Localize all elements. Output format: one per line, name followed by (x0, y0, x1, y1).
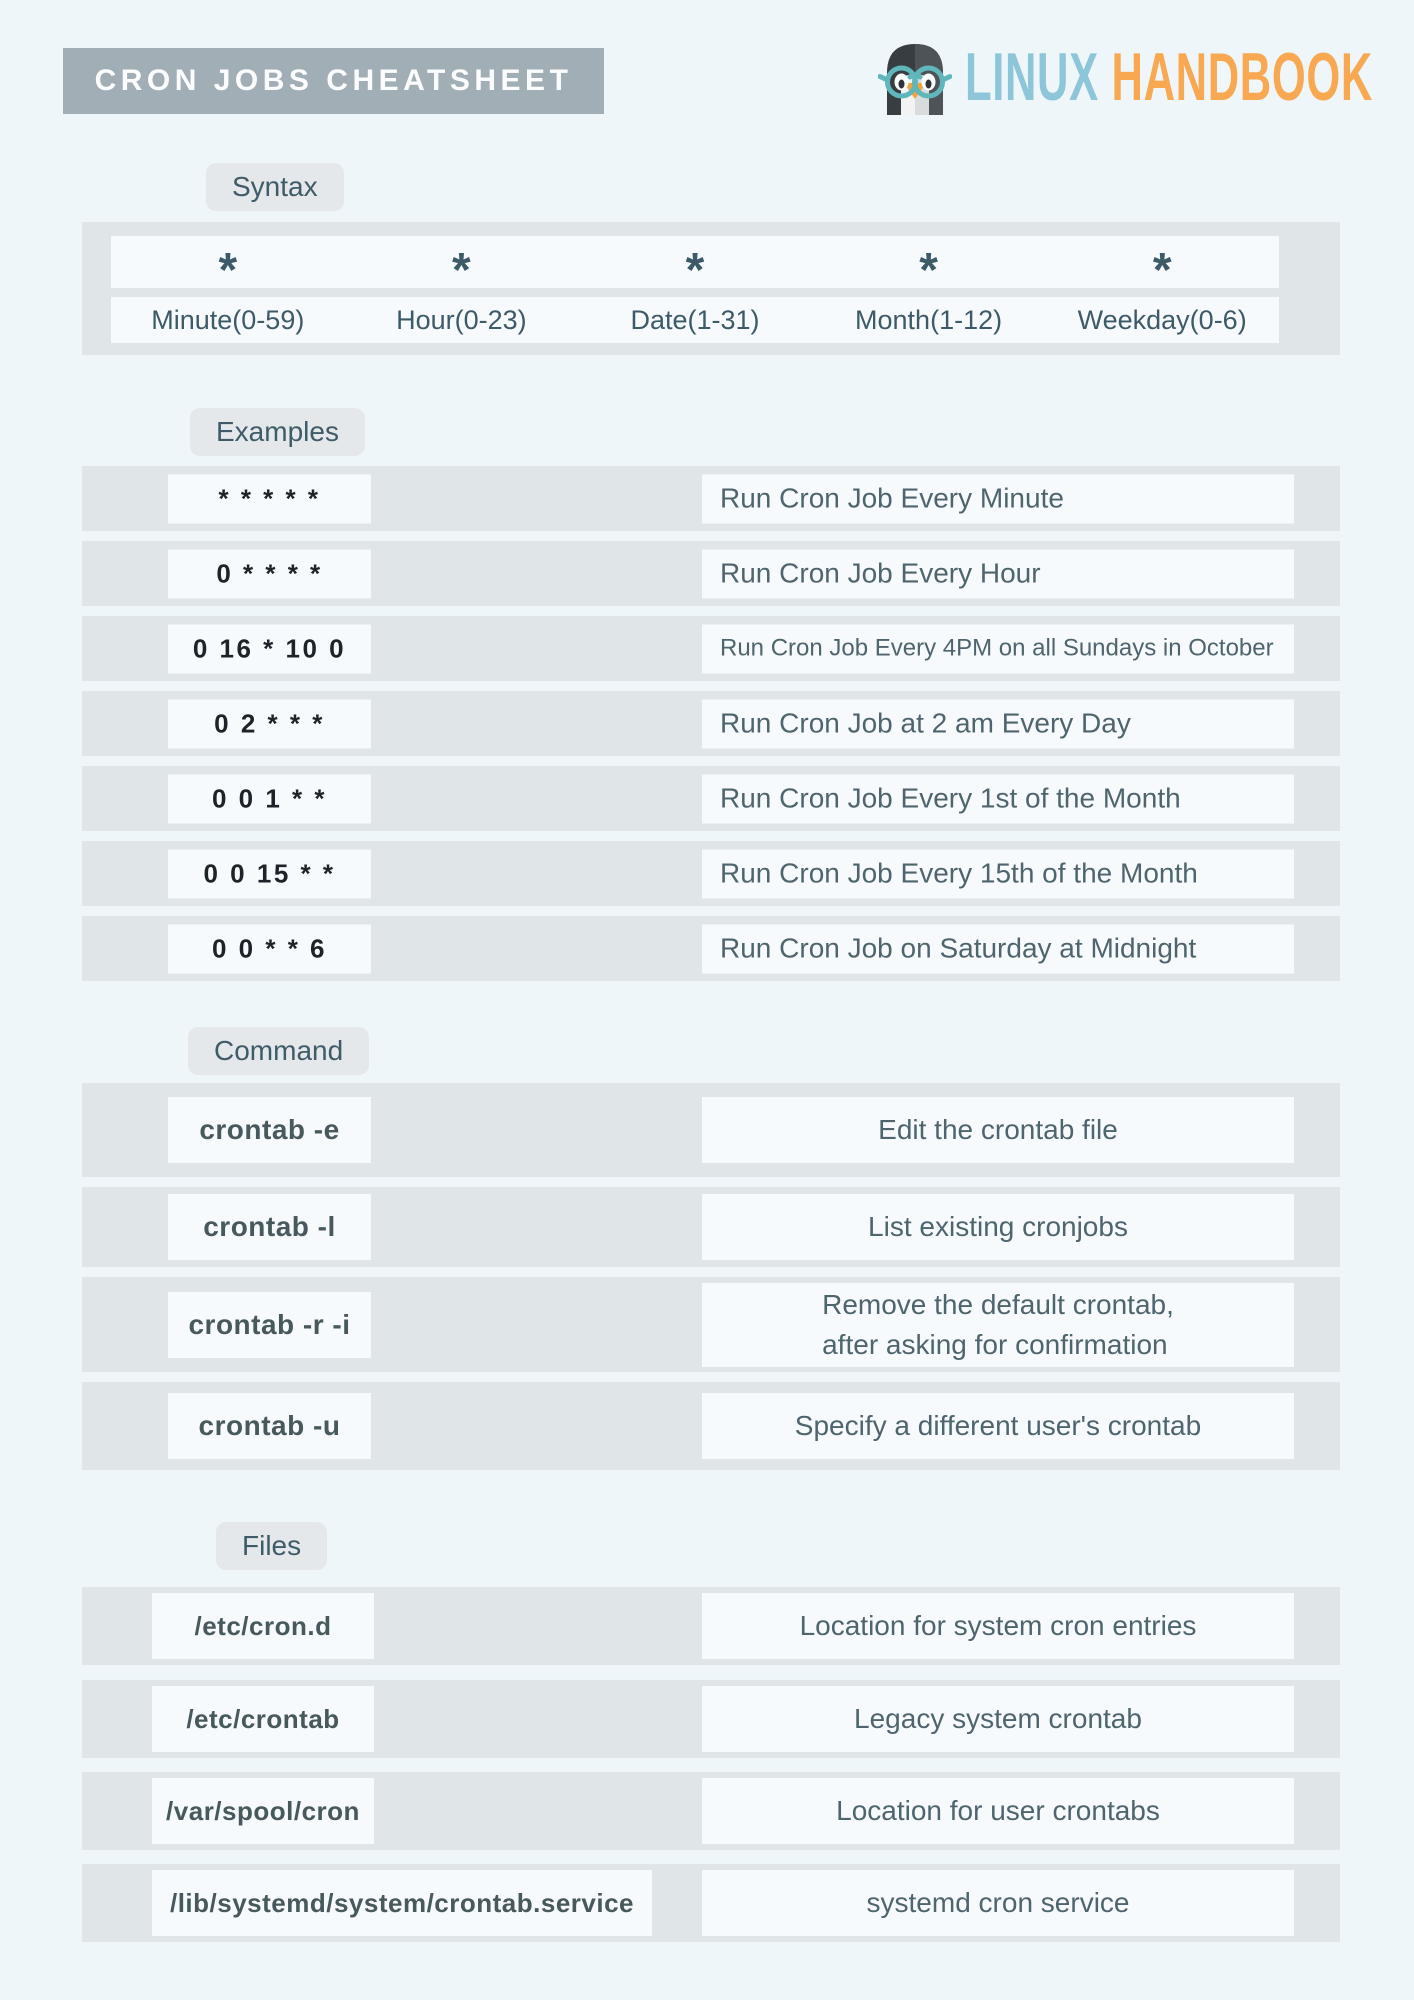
command-row-list (82, 1187, 1340, 1267)
file-row-var-spool-cron (82, 1772, 1340, 1850)
command-row-user (82, 1382, 1340, 1470)
cron-expression: 0 2 * * * (168, 699, 371, 748)
example-row-sundays-october (82, 616, 1340, 681)
description: Run Cron Job Every 4PM on all Sundays in October (702, 624, 1294, 673)
example-row-every-minute (82, 466, 1340, 531)
penguin-icon (878, 37, 952, 117)
example-row-saturday-midnight (82, 916, 1340, 981)
description: Run Cron Job Every 15th of the Month (702, 849, 1294, 898)
description: Run Cron Job on Saturday at Midnight (702, 924, 1294, 973)
description: Specify a different user's crontab (702, 1393, 1294, 1459)
description: Edit the crontab file (702, 1097, 1294, 1163)
cron-expression: 0 16 * 10 0 (168, 624, 371, 673)
command-row-edit (82, 1083, 1340, 1177)
syntax-label-weekday: Weekday(0-6) (1077, 305, 1247, 335)
syntax-label-month: Month(1-12) (855, 305, 1003, 335)
syntax-asterisk-row (111, 236, 1279, 297)
description-line-2: after asking for confirmation (822, 1328, 1168, 1360)
description: Legacy system crontab (702, 1686, 1294, 1752)
syntax-asterisk-weekday: * (1152, 244, 1172, 297)
brand-word-linux: LINUX (965, 39, 1099, 115)
file-path: /etc/cron.d (152, 1593, 374, 1659)
description: Run Cron Job Every Hour (702, 549, 1294, 598)
example-row-every-hour (82, 541, 1340, 606)
example-row-15th-of-month (82, 841, 1340, 906)
page-title-text: CRON JOBS CHEATSHEET (94, 64, 573, 97)
file-path: /etc/crontab (152, 1686, 374, 1752)
brand-word-handbook: HANDBOOK (1111, 39, 1373, 115)
description: List existing cronjobs (702, 1194, 1294, 1260)
description-line-1: Remove the default crontab, (822, 1288, 1174, 1320)
description (702, 1283, 1294, 1367)
page-title (63, 48, 604, 114)
example-row-first-of-month (82, 766, 1340, 831)
brand-logo (878, 36, 1414, 118)
file-row-systemd-service (82, 1864, 1340, 1942)
section-label-examples: Examples (190, 408, 365, 456)
section-label-syntax: Syntax (206, 163, 344, 211)
syntax-label-hour: Hour(0-23) (396, 305, 527, 335)
command-row-remove (82, 1277, 1340, 1372)
command-code: crontab -u (168, 1393, 371, 1459)
cron-expression: * * * * * (168, 474, 371, 523)
syntax-asterisk-minute: * (218, 244, 238, 297)
description: Location for user crontabs (702, 1778, 1294, 1844)
cron-expression: 0 0 1 * * (168, 774, 371, 823)
command-code: crontab -l (168, 1194, 371, 1260)
description: Location for system cron entries (702, 1593, 1294, 1659)
section-label-command: Command (188, 1027, 369, 1075)
syntax-label-date: Date(1-31) (630, 305, 760, 335)
command-code: crontab -e (168, 1097, 371, 1163)
syntax-asterisk-date: * (685, 244, 705, 297)
description: Run Cron Job Every Minute (702, 474, 1294, 523)
description: Run Cron Job Every 1st of the Month (702, 774, 1294, 823)
brand-wordmark (965, 36, 1373, 118)
description: systemd cron service (702, 1870, 1294, 1936)
syntax-asterisk-hour: * (452, 244, 471, 297)
file-row-etc-cron-d (82, 1587, 1340, 1665)
syntax-field-labels-row (111, 297, 1279, 343)
syntax-asterisk-month: * (919, 244, 938, 297)
command-code: crontab -r -i (168, 1292, 371, 1358)
cron-expression: 0 * * * * (168, 549, 371, 598)
section-label-files: Files (216, 1522, 327, 1570)
syntax-table (82, 222, 1340, 355)
file-row-etc-crontab (82, 1680, 1340, 1758)
cron-expression: 0 0 15 * * (168, 849, 371, 898)
file-path: /lib/systemd/system/crontab.service (152, 1870, 652, 1936)
syntax-label-minute: Minute(0-59) (151, 305, 305, 335)
example-row-2am-daily (82, 691, 1340, 756)
description: Run Cron Job at 2 am Every Day (702, 699, 1294, 748)
file-path: /var/spool/cron (152, 1778, 374, 1844)
cron-expression: 0 0 * * 6 (168, 924, 371, 973)
